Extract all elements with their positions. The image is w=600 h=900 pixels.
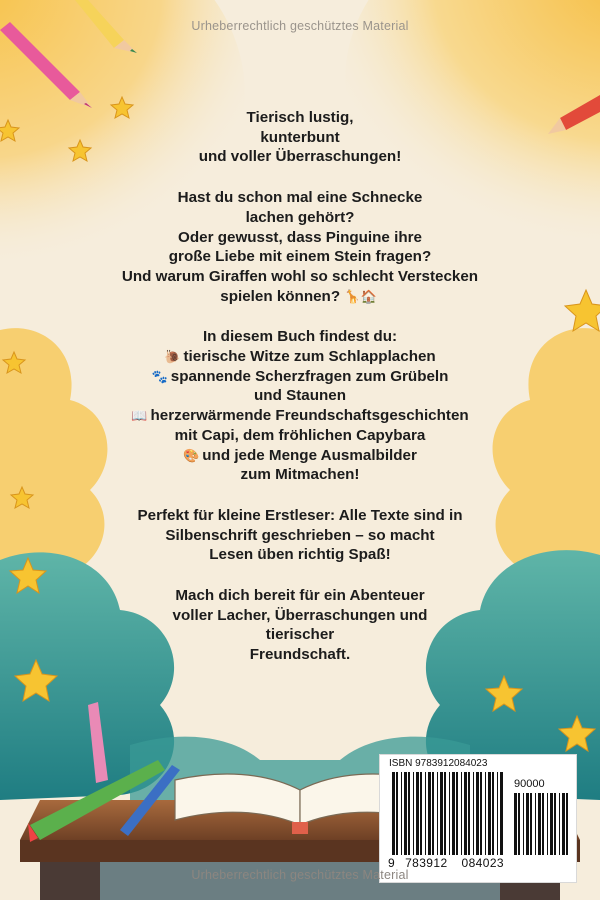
contents-item-text: zum Mitmachen!	[240, 466, 360, 484]
barcode-bar	[449, 772, 450, 855]
barcode-bar	[468, 772, 470, 855]
isbn-digit-group: 084023	[461, 856, 504, 870]
barcode-bar	[514, 793, 517, 855]
closing-paragraph	[80, 586, 520, 665]
barcode-bar	[523, 793, 524, 855]
text-line: Silbenschrift geschrieben – so macht	[165, 526, 435, 544]
barcode-bar	[440, 772, 443, 855]
barcode-bar	[425, 772, 426, 855]
contents-item-text: herzerwärmende Freundschaftsgeschichten	[150, 407, 469, 425]
back-cover-blurb	[80, 108, 520, 686]
barcode-bar	[444, 772, 446, 855]
contents-item-text: spannende Scherzfragen zum Grübeln	[170, 367, 449, 385]
text-line: Tierisch lustig,	[246, 109, 354, 126]
text-line: voller Lacher, Überraschungen und	[172, 606, 428, 624]
barcode-bar	[538, 793, 541, 855]
contents-item	[80, 367, 520, 387]
barcode-bar	[542, 793, 544, 855]
contents-item-text: mit Capi, dem fröhlichen Capybara	[174, 426, 426, 444]
barcode-bar	[559, 793, 560, 855]
isbn-barcode-box	[379, 754, 577, 883]
contents-item	[80, 446, 520, 466]
barcode-bar	[401, 772, 402, 855]
barcode-bar	[492, 772, 494, 855]
contents-item-text: tierische Witze zum Schlapplachen	[183, 348, 436, 366]
barcode-bar	[413, 772, 414, 855]
barcode-bar	[480, 772, 482, 855]
barcode-bar	[530, 793, 532, 855]
contents-heading: In diesem Buch findest du:	[202, 328, 398, 346]
barcode-bar	[526, 793, 529, 855]
text-line: Mach dich bereit für ein Abenteuer	[175, 587, 425, 605]
text-line: Oder gewusst, dass Pinguine ihre	[178, 228, 422, 246]
text-line: kunterbunt	[260, 128, 340, 146]
text-line: große Liebe mit einem Stein fragen?	[168, 248, 432, 266]
text-line: Perfekt für kleine Erstleser: Alle Texte sind in	[137, 506, 463, 524]
barcode-bar	[476, 772, 479, 855]
barcode-bar	[408, 772, 410, 855]
copyright-watermark: Urheberrechtlich geschütztes Material	[191, 19, 409, 33]
copyright-watermark: Urheberrechtlich geschütztes Material	[191, 868, 409, 882]
barcode-bar	[461, 772, 462, 855]
text-line: Hast du schon mal eine Schnecke	[177, 189, 423, 207]
barcode-bar	[500, 772, 503, 855]
barcode-bar	[562, 793, 565, 855]
barcode-bar	[416, 772, 419, 855]
contents-item-text: und jede Menge Ausmalbilder	[202, 446, 417, 464]
questions-paragraph	[80, 188, 520, 306]
giraffe-house-icon: 🦒🏠	[344, 288, 377, 304]
intro-paragraph	[80, 108, 520, 167]
barcode-bar	[452, 772, 455, 855]
barcode-bar	[437, 772, 438, 855]
question-text: spielen können?	[220, 287, 341, 305]
isbn-label: ISBN 9783912084023	[389, 758, 488, 769]
isbn-digit-group: 783912	[405, 856, 448, 870]
barcode-bar	[518, 793, 520, 855]
barcode-bar	[420, 772, 422, 855]
barcode-bar	[497, 772, 498, 855]
contents-item	[80, 426, 520, 446]
contents-item	[80, 465, 520, 485]
barcode-bar	[464, 772, 467, 855]
text-line: lachen gehört?	[245, 208, 355, 226]
barcode-bar	[473, 772, 474, 855]
barcode-bar	[428, 772, 431, 855]
contents-paragraph	[80, 327, 520, 485]
contents-item	[80, 386, 520, 406]
snail-icon: 🐌	[164, 349, 181, 365]
text-line: Freundschaft.	[249, 646, 351, 664]
contents-item-text: und Staunen	[254, 387, 346, 405]
paw-prints-icon: 🐾	[151, 368, 168, 384]
text-line	[80, 287, 520, 307]
barcode-bar	[392, 772, 395, 855]
text-line: tierischer	[265, 626, 335, 644]
barcode-bar	[488, 772, 491, 855]
barcode-bar	[456, 772, 458, 855]
barcode-bar	[432, 772, 434, 855]
text-line: Und warum Giraffen wohl so schlecht Verstecken	[121, 267, 479, 285]
isbn-digit-group: 9	[388, 856, 396, 870]
contents-item	[80, 347, 520, 367]
barcode-bar	[535, 793, 536, 855]
readers-paragraph	[80, 506, 520, 565]
book-icon: 📖	[131, 408, 148, 424]
palette-icon: 🎨	[183, 447, 200, 463]
barcode-bar	[550, 793, 553, 855]
price-code: 90000	[514, 778, 545, 790]
barcode-bar	[554, 793, 556, 855]
contents-item	[80, 406, 520, 426]
barcode-bar	[485, 772, 486, 855]
barcode-bar	[404, 772, 407, 855]
barcode-bar	[547, 793, 548, 855]
barcode-bar	[396, 772, 398, 855]
text-line: und voller Überraschungen!	[198, 148, 402, 166]
text-line: Lesen üben richtig Spaß!	[209, 546, 391, 564]
barcode-bar	[566, 793, 568, 855]
